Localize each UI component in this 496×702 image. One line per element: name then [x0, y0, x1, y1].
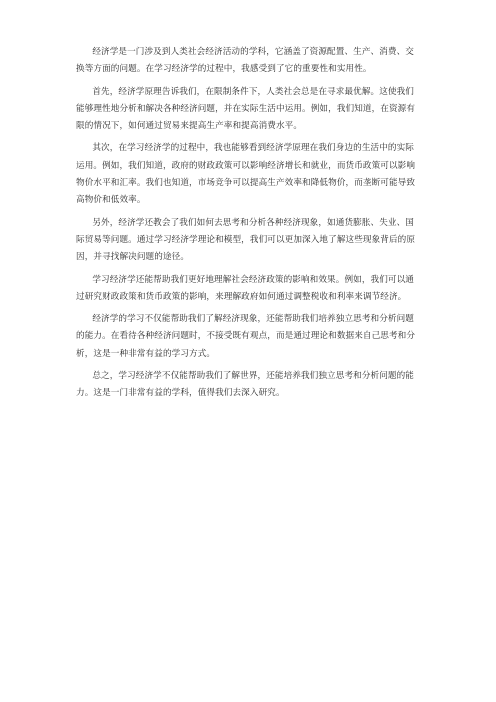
paragraph-7: 总之，学习经济学不仅能帮助我们了解世界，还能培养我们独立思考和分析问题的能力。这是一门非常有益的学科，值得我们去深入研究。 [76, 371, 414, 399]
paragraph-2: 首先，经济学原理告诉我们，在限制条件下，人类社会总是在寻求最优解。这使我们能够理性地分析和解决各种经济问题，并在实际生活中运用。例如，我们知道，在资源有限的情况下，如何通过贸易来提高生产率和提高消费水平。 [76, 86, 416, 132]
paragraph-4: 另外，经济学还教会了我们如何去思考和分析各种经济现象，如通货膨胀、失业、国际贸易等问题。通过学习经济学理论和模型，我们可以更加深入地了解这些现象背后的原因，并寻找解决问题的途径。 [76, 217, 416, 263]
paragraph-6: 经济学的学习不仅能帮助我们了解经济现象，还能帮助我们培养独立思考和分析问题的能力。在看待各种经济问题时，不接受既有观点，而是通过理论和数据来自己思考和分析，这是一种非常有益的学习方式。 [76, 314, 416, 359]
paragraph-3: 其次，在学习经济学的过程中，我也能够看到经济学原理在我们身边的生活中的实际运用。例如，我们知道，政府的财政政策可以影响经济增长和就业，而货币政策可以影响物价水平和汇率。我们也知道，市场竞争可以提高生产效率和降低物价，而垄断可能导致高物价和低效率。 [76, 143, 416, 206]
document-body [76, 44, 421, 408]
paragraph-5: 学习经济学还能帮助我们更好地理解社会经济政策的影响和效果。例如，我们可以通过研究财政政策和货币政策的影响，来理解政府如何通过调整税收和利率来调节经济。 [76, 274, 414, 302]
paragraph-1: 经济学是一门涉及到人类社会经济活动的学科，它涵盖了资源配置、生产、消费、交换等方面的问题。在学习经济学的过程中，我感受到了它的重要性和实用性。 [76, 47, 414, 75]
